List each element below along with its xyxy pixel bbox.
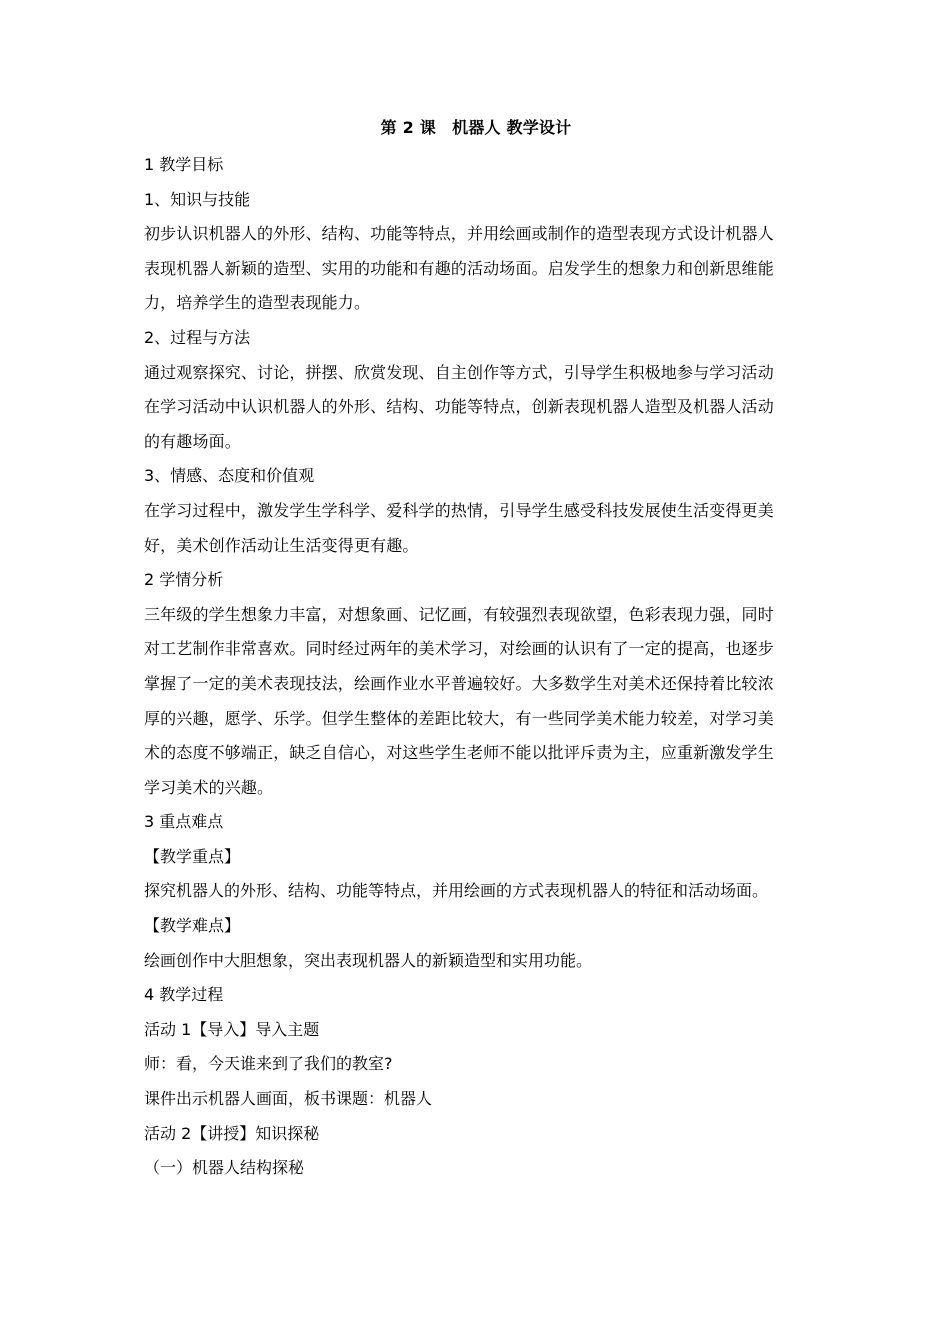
teacher-line: 师：看，今天谁来到了我们的教室?: [144, 1054, 393, 1074]
paragraph-process-methods: [144, 356, 808, 460]
paragraph-emotion-values: [144, 494, 808, 563]
paragraph-line: 通过观察探究、讨论，拼摆、欣赏发现、自主创作等方式，引导学生积极地参与学习活动: [144, 362, 774, 382]
section-heading-objectives: 1 教学目标: [144, 155, 224, 174]
subheading-knowledge-skills: 1、知识与技能: [144, 189, 251, 209]
paragraph-line: 学习美术的兴趣。: [144, 777, 274, 797]
paragraph-line: 掌握了一定的美术表现技法，绘画作业水平普遍较好。大多数学生对美术还保持着比较浓: [144, 673, 774, 693]
activity-1-heading: 活动 1【导入】导入主题: [144, 1019, 320, 1039]
subsection-robot-structure: （一）机器人结构探秘: [144, 1158, 305, 1178]
subheading-emotion-values: 3、情感、态度和价值观: [144, 466, 315, 486]
section-heading-key-difficult: 3 重点难点: [144, 812, 224, 832]
paragraph-line: 初步认识机器人的外形、结构、功能等特点，并用绘画或制作的造型表现方式设计机器人: [144, 224, 774, 244]
paragraph-line: 在学习过程中，激发学生学科学、爱科学的热情，引导学生感受科技发展使生活变得更美: [144, 500, 774, 520]
label-difficult-points: 【教学难点】: [144, 916, 241, 936]
paragraph-line: 力，培养学生的造型表现能力。: [144, 293, 371, 313]
paragraph-line: 的有趣场面。: [144, 431, 241, 451]
paragraph-line: 三年级的学生想象力丰富，对想象画、记忆画，有较强烈表现欲望，色彩表现力强，同时: [144, 604, 774, 624]
activity-2-heading: 活动 2【讲授】知识探秘: [144, 1123, 320, 1143]
paragraph-line: 表现机器人新颖的造型、实用的功能和有趣的活动场面。启发学生的想象力和创新思维能: [144, 258, 774, 278]
paragraph-line: 厚的兴趣，愿学、乐学。但学生整体的差距比较大，有一些同学美术能力较差，对学习美: [144, 708, 774, 728]
text-difficult-points: 绘画创作中大胆想象，突出表现机器人的新颖造型和实用功能。: [144, 950, 593, 970]
paragraph-line: 好，美术创作活动让生活变得更有趣。: [144, 535, 419, 555]
text-key-points: 探究机器人的外形、结构、功能等特点，并用绘画的方式表现机器人的特征和活动场面。: [144, 881, 769, 901]
section-heading-learner-analysis: 2 学情分析: [144, 570, 224, 590]
subheading-process-methods: 2、过程与方法: [144, 327, 251, 347]
section-heading-teaching-process: 4 教学过程: [144, 985, 224, 1005]
label-key-points: 【教学重点】: [144, 846, 241, 866]
document-body: [144, 114, 808, 1186]
paragraph-knowledge-skills: [144, 217, 808, 321]
document-title: 第 2 课 机器人 教学设计: [380, 118, 572, 137]
courseware-line: 课件出示机器人画面，板书课题：机器人: [144, 1089, 433, 1109]
paragraph-learner-analysis: [144, 598, 808, 806]
paragraph-line: 在学习活动中认识机器人的外形、结构、功能等特点，创新表现机器人造型及机器人活动: [144, 397, 774, 417]
paragraph-line: 术的态度不够端正，缺乏自信心，对这些学生老师不能以批评斥责为主，应重新激发学生: [144, 743, 774, 763]
paragraph-line: 对工艺制作非常喜欢。同时经过两年的美术学习，对绘画的认识有了一定的提高，也逐步: [144, 639, 774, 659]
